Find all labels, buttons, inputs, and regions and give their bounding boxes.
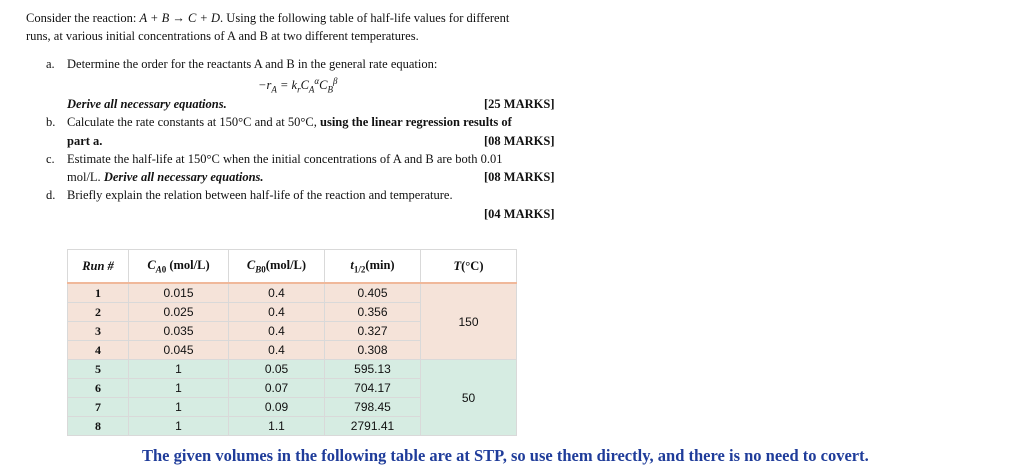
temp-cell-150: 150 [421, 283, 517, 360]
stp-note: The given volumes in the following table are at STP, so use them directly, and there is no need to covert. [142, 446, 869, 465]
header-t12: $t_{1/2}(\min)$ [325, 250, 421, 284]
part-b-text: Calculate the rate constants at 150°C and at 50°C, using the linear regression results of [67, 115, 512, 129]
part-a-note: Derive all necessary equations. [67, 97, 227, 111]
part-c-text-cont: mol/L. Derive all necessary equations. [67, 170, 264, 184]
part-c-letter: c. [46, 152, 55, 166]
half-life-table [67, 249, 517, 436]
table-row: 7 1 0.09 798.45 [68, 398, 517, 417]
table-row: 3 0.035 0.4 0.327 [68, 322, 517, 341]
part-b-marks: [08 MARKS] [484, 134, 555, 148]
reaction-equation: A + B → C + D [139, 11, 221, 25]
part-a-marks: [25 MARKS] [484, 97, 555, 111]
header-temp: T(°C) [421, 250, 517, 284]
table-row: 5 1 0.05 595.13 50 [68, 360, 517, 379]
table-row: 4 0.045 0.4 0.308 [68, 341, 517, 360]
table-row: 6 1 0.07 704.17 [68, 379, 517, 398]
part-d-text: Briefly explain the relation between half-life of the reaction and temperature. [67, 188, 453, 202]
intro-line-2: runs, at various initial concentrations of A and B at two different temperatures. [26, 29, 419, 43]
part-d-marks: [04 MARKS] [484, 207, 555, 221]
table-row: 2 0.025 0.4 0.356 [68, 303, 517, 322]
part-a-letter: a. [46, 57, 55, 71]
header-ca0: $C_{A0}$ (mol/L) [129, 250, 229, 284]
table-header-row [68, 250, 517, 284]
part-d-letter: d. [46, 188, 56, 202]
rate-equation: $-r_A = k_rC_A^\alpha C_B^\beta$ [258, 76, 338, 95]
part-c-marks: [08 MARKS] [484, 170, 555, 184]
table-row: 1 0.015 0.4 0.405 150 [68, 283, 517, 303]
part-b-text-cont: part a. [67, 134, 103, 148]
part-b-letter: b. [46, 115, 56, 129]
header-cb0: $C_{B0}(mol/L)$ [229, 250, 325, 284]
temp-cell-50: 50 [421, 360, 517, 436]
header-run: Run # [68, 250, 129, 284]
table-row: 8 1 1.1 2791.41 [68, 417, 517, 436]
intro-line-1: Consider the reaction: A + B → C + D. Using the following table of half-life values for different [26, 11, 510, 25]
part-c-text: Estimate the half-life at 150°C when the initial concentrations of A and B are both 0.01 [67, 152, 503, 166]
part-a-text: Determine the order for the reactants A and B in the general rate equation: [67, 57, 438, 71]
